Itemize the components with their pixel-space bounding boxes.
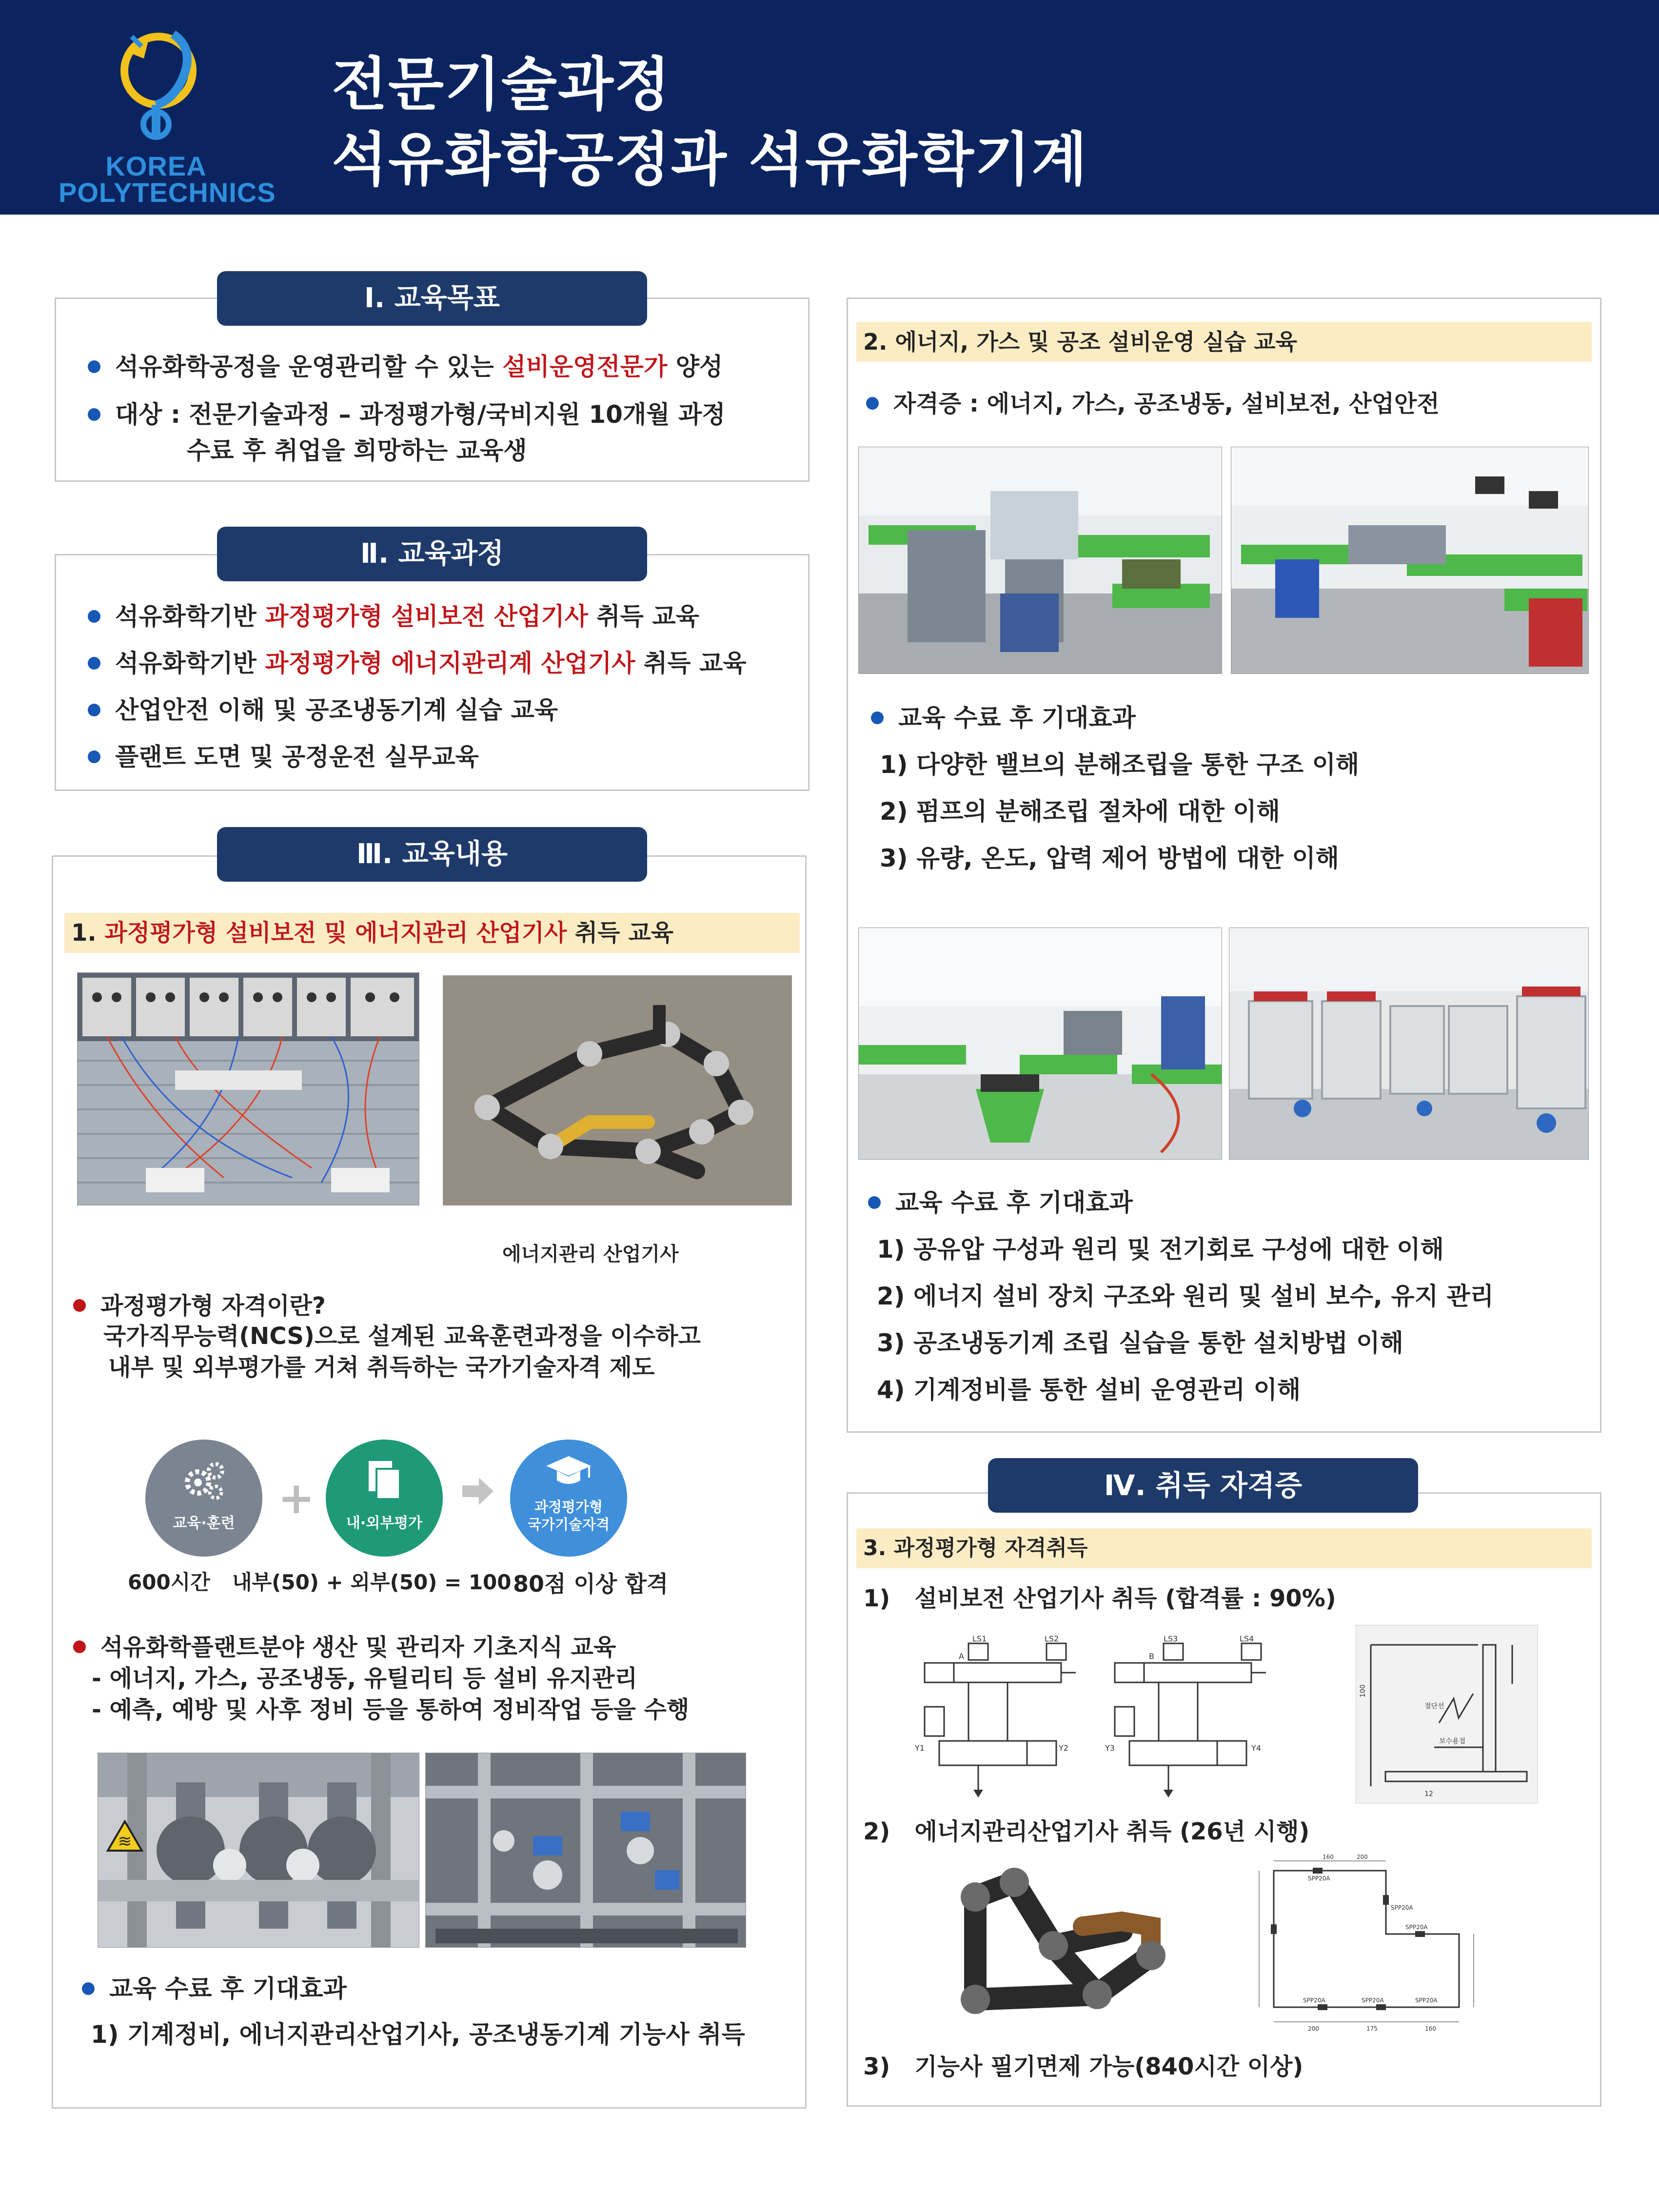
svg-text:Y3: Y3 xyxy=(1105,1743,1115,1753)
logo-text-korea: KOREA xyxy=(105,151,207,181)
page-title-line2: 석유화학공정과 석유화학기계 xyxy=(332,126,1088,193)
svg-text:160: 160 xyxy=(1323,1854,1334,1860)
arrow-right-icon xyxy=(462,1477,494,1508)
svg-text:100: 100 xyxy=(1359,1684,1367,1698)
effect-b-2: 2) 에너지 설비 장치 구조와 원리 및 설비 보수, 유지 관리 xyxy=(877,1282,1494,1310)
section-1-bullet-1: 석유화학공정을 운영관리할 수 있는 설비운영전문가 양성 xyxy=(88,351,723,382)
step-certification-caption: 80점 이상 합격 xyxy=(513,1571,669,1597)
step-evaluation-caption: 내부(50) + 외부(50) = 100 xyxy=(232,1570,512,1594)
bullet-icon xyxy=(88,408,100,421)
step-training-caption: 600시간 xyxy=(128,1570,210,1594)
plant-line-2: - 예측, 예방 및 사후 정비 등을 통하여 정비작업 등을 수행 xyxy=(92,1696,690,1723)
cert-item-3: 3) 기능사 필기면제 가능(840시간 이상) xyxy=(863,2053,1304,2080)
plant-title: 석유화학플랜트분야 생산 및 관리자 기초지식 교육 xyxy=(73,1632,616,1663)
effect-b-4: 4) 기계정비를 통한 설비 운영관리 이해 xyxy=(877,1376,1301,1404)
control-panel-photo xyxy=(77,972,419,1205)
svg-text:LS2: LS2 xyxy=(1045,1634,1059,1643)
effect-b-1: 1) 공유압 구성과 원리 및 전기회로 구성에 대한 이해 xyxy=(877,1235,1444,1264)
svg-text:A: A xyxy=(959,1652,964,1661)
svg-text:SPP20A: SPP20A xyxy=(1415,1997,1438,2004)
svg-text:175: 175 xyxy=(1366,2025,1378,2032)
svg-text:보수용접: 보수용접 xyxy=(1439,1738,1466,1745)
svg-text:SPP20A: SPP20A xyxy=(1308,1875,1330,1882)
step-certification-label: 과정평가형 국가기술자격 xyxy=(527,1499,610,1533)
effect-a-1: 1) 다양한 밸브의 분해조립을 통한 구조 이해 xyxy=(880,750,1360,779)
section-2-bullet-3: 산업안전 이해 및 공조냉동기계 실습 교육 xyxy=(88,694,558,726)
graduation-cap-icon xyxy=(544,1453,593,1487)
svg-text:SPP20A: SPP20A xyxy=(1362,1997,1384,2004)
step-training-circle xyxy=(145,1440,262,1557)
bullet-icon xyxy=(73,1640,86,1653)
svg-text:200: 200 xyxy=(1308,2025,1319,2032)
svg-text:≋: ≋ xyxy=(118,1832,132,1851)
valve-equipment-photo xyxy=(98,1753,419,1948)
step-certification-circle xyxy=(510,1440,627,1557)
section-3-subheading-1: 1. 과정평가형 설비보전 및 에너지관리 산업기사 취득 교육 xyxy=(64,913,800,953)
section-4-heading: Ⅳ. 취득 자격증 xyxy=(988,1458,1418,1513)
piping-schematic-drawing xyxy=(1240,1851,1483,2034)
svg-text:LS4: LS4 xyxy=(1240,1634,1254,1643)
svg-text:Y2: Y2 xyxy=(1059,1743,1068,1753)
weld-drawing xyxy=(1356,1625,1538,1803)
plant-line-1: - 에너지, 가스, 공조냉동, 유틸리티 등 설비 유지관리 xyxy=(92,1665,637,1692)
section-1-bullet-2-cont: 수료 후 취업을 희망하는 교육생 xyxy=(187,436,527,465)
section-2-bullet-2: 석유화학기반 과정평가형 에너지관리계 산업기사 취득 교육 xyxy=(88,648,747,679)
section-2-heading: Ⅱ. 교육과정 xyxy=(217,527,647,581)
bullet-icon xyxy=(88,360,100,373)
svg-text:B: B xyxy=(1149,1652,1154,1661)
cert-item-2: 2) 에너지관리산업기사 취득 (26년 시행) xyxy=(863,1818,1310,1845)
svg-text:Y1: Y1 xyxy=(915,1743,925,1753)
ncs-title: 과정평가형 자격이란? xyxy=(73,1290,326,1322)
section-2b-subheading: 2. 에너지, 가스 및 공조 설비운영 실습 교육 xyxy=(856,322,1592,362)
effect-a-3: 3) 유량, 온도, 압력 제어 방법에 대한 이해 xyxy=(880,844,1339,872)
svg-text:SPP20A: SPP20A xyxy=(1303,1997,1325,2004)
effect-a-2: 2) 펌프의 분해조립 절차에 대한 이해 xyxy=(880,797,1280,826)
gears-icon xyxy=(179,1459,228,1503)
korea-polytechnics-logo xyxy=(59,20,276,208)
logo-text-polytechnics: POLYTECHNICS xyxy=(59,177,276,208)
svg-text:LS3: LS3 xyxy=(1164,1634,1178,1643)
pipe-3d-render xyxy=(936,1853,1190,2033)
section-3-effect-title: 교육 수료 후 기대효과 xyxy=(82,1973,347,2004)
svg-text:200: 200 xyxy=(1357,1854,1368,1860)
bullet-icon xyxy=(88,657,100,670)
svg-text:LS1: LS1 xyxy=(972,1634,987,1643)
ncs-line-1: 국가직무능력(NCS)으로 설계된 교육훈련과정을 이수하고 xyxy=(103,1323,701,1350)
bullet-icon xyxy=(868,1196,881,1209)
bullet-icon xyxy=(88,750,100,763)
svg-text:Y4: Y4 xyxy=(1251,1743,1261,1753)
step-evaluation-circle xyxy=(326,1440,443,1557)
svg-text:SPP20A: SPP20A xyxy=(1405,1924,1428,1931)
effect-b-3: 3) 공조냉동기계 조립 실습을 통한 설치방법 이해 xyxy=(877,1329,1403,1357)
lab-photo-1 xyxy=(858,447,1222,674)
section-3-effect-1: 1) 기계정비, 에너지관리산업기사, 공조냉동기계 기능사 취득 xyxy=(91,2020,745,2049)
cert-item-1: 1) 설비보전 산업기사 취득 (합격률 : 90%) xyxy=(863,1585,1336,1612)
svg-text:SPP20A: SPP20A xyxy=(1391,1904,1413,1911)
step-evaluation-label: 내·외부평가 xyxy=(346,1515,423,1532)
step-training-label: 교육·훈련 xyxy=(173,1515,235,1532)
ncs-line-2: 내부 및 외부평가를 거쳐 취득하는 국가기술자격 제도 xyxy=(108,1354,655,1381)
svg-text:12: 12 xyxy=(1424,1790,1433,1798)
plus-icon: + xyxy=(278,1473,315,1524)
svg-text:절단선: 절단선 xyxy=(1424,1702,1444,1710)
bullet-icon xyxy=(88,704,100,716)
lab-photo-2 xyxy=(1231,447,1589,674)
pipe-assembly-photo xyxy=(443,975,792,1205)
svg-text:160: 160 xyxy=(1425,2025,1436,2032)
page-title-line1: 전문기술과정 xyxy=(332,51,671,118)
cert-line: 자격증 : 에너지, 가스, 공조냉동, 설비보전, 산업안전 xyxy=(866,388,1440,419)
document-icon xyxy=(366,1458,405,1502)
section-1-heading: Ⅰ. 교육목표 xyxy=(217,271,647,326)
bullet-icon xyxy=(866,397,879,410)
piping-skid-photo xyxy=(425,1753,746,1948)
section-1-bullet-2: 대상 : 전문기술과정 – 과정평가형/국비지원 10개월 과정 xyxy=(88,399,726,430)
bullet-icon xyxy=(88,610,100,623)
bullet-icon xyxy=(73,1299,86,1312)
section-2-bullet-1: 석유화학기반 과정평가형 설비보전 산업기사 취득 교육 xyxy=(88,601,699,632)
logo-emblem-icon xyxy=(59,20,254,146)
pneumatic-circuit-diagram xyxy=(910,1634,1290,1799)
effect-title-b: 교육 수료 후 기대효과 xyxy=(868,1187,1133,1218)
bullet-icon xyxy=(82,1982,95,1995)
energy-photo-caption: 에너지관리 산업기사 xyxy=(502,1243,679,1265)
section-3-heading: Ⅲ. 교육내용 xyxy=(217,827,647,882)
section-4-subheading: 3. 과정평가형 자격취득 xyxy=(856,1528,1592,1568)
bullet-icon xyxy=(871,711,884,724)
lab-photo-4 xyxy=(1229,928,1589,1160)
section-2-bullet-4: 플랜트 도면 및 공정운전 실무교육 xyxy=(88,741,479,772)
effect-title-a: 교육 수료 후 기대효과 xyxy=(871,702,1136,733)
lab-photo-3 xyxy=(858,928,1222,1160)
